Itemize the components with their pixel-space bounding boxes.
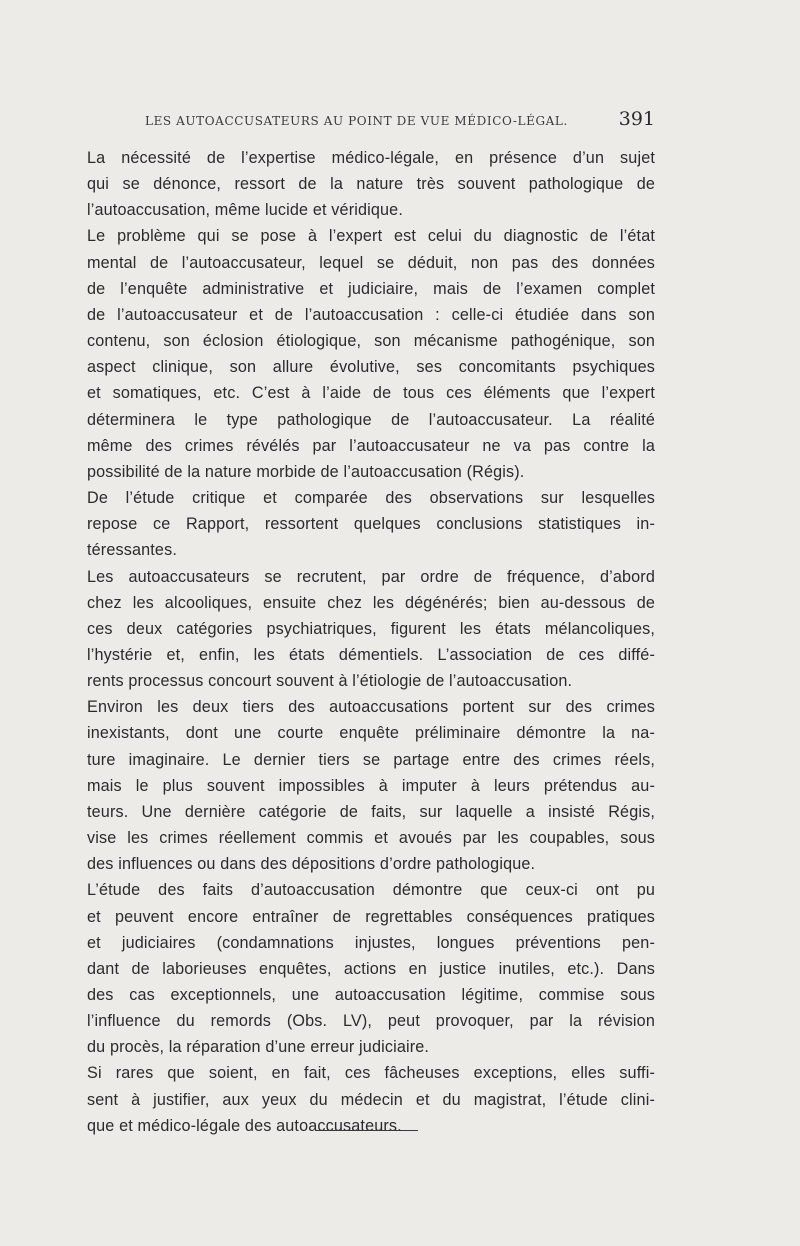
text-line: téressantes. — [87, 541, 177, 560]
paragraph-6 — [87, 877, 655, 1060]
text-line: qui se dénonce, ressort de la nature très souvent pathologique de — [87, 175, 655, 194]
running-header — [145, 106, 655, 136]
text-line: l’hystérie et, enfin, les états démentiels. L’association de ces diffé- — [87, 645, 655, 664]
text-line: et peuvent encore entraîner de regrettables conséquences pratiques — [87, 907, 655, 926]
text-line: aspect clinique, son allure évolutive, ses concomitants psychiques — [87, 358, 655, 377]
page-number: 391 — [618, 108, 655, 130]
text-line: l’influence du remords (Obs. LV), peut provoquer, par la révision — [87, 1012, 655, 1031]
text-line: Les autoaccusateurs se recrutent, par ordre de fréquence, d’abord — [87, 567, 655, 586]
running-title: LES AUTOACCUSATEURS AU POINT DE VUE MÉDICO-LÉGAL. — [145, 114, 568, 128]
paragraph-5 — [87, 694, 655, 877]
paragraph-1 — [87, 145, 655, 223]
text-line: l’autoaccusation, même lucide et véridique. — [87, 201, 403, 220]
body-text — [87, 145, 655, 1139]
text-line: que et médico-légale des autoaccusateurs. — [87, 1116, 402, 1135]
text-line: et somatiques, etc. C’est à l’aide de tous ces éléments que l’expert — [87, 384, 655, 403]
text-line: ture imaginaire. Le dernier tiers se partage entre des crimes réels, — [87, 750, 655, 769]
paragraph-4 — [87, 564, 655, 695]
text-line: Si rares que soient, en fait, ces fâcheuses exceptions, elles suffi- — [87, 1064, 655, 1083]
paragraph-7 — [87, 1060, 655, 1138]
text-line: dant de laborieuses enquêtes, actions en justice inutiles, etc.). Dans — [87, 959, 655, 978]
text-line: mental de l’autoaccusateur, lequel se déduit, non pas des données — [87, 253, 655, 272]
text-line: et judiciaires (condamnations injustes, longues préventions pen- — [87, 933, 655, 952]
paragraph-3 — [87, 485, 655, 563]
text-line: de l’enquête administrative et judiciaire, mais de l’examen complet — [87, 279, 655, 298]
text-line: La nécessité de l’expertise médico-légale, en présence d’un sujet — [87, 149, 655, 167]
text-line: ces deux catégories psychiatriques, figurent les états mélancoliques, — [87, 619, 655, 638]
text-line: de l’autoaccusateur et de l’autoaccusation : celle-ci étudiée dans son — [87, 305, 655, 324]
text-line: contenu, son éclosion étiologique, son mécanisme pathogénique, son — [87, 332, 655, 351]
text-line: des cas exceptionnels, une autoaccusation légitime, commise sous — [87, 986, 655, 1004]
paragraph-2 — [87, 223, 655, 485]
text-line: Environ les deux tiers des autoaccusations portent sur des crimes — [87, 698, 655, 717]
text-line: déterminera le type pathologique de l’autoaccusateur. La réalité — [87, 410, 655, 429]
text-line: mais le plus souvent impossibles à imputer à leurs prétendus au- — [87, 776, 655, 795]
text-line: même des crimes révélés par l’autoaccusateur ne va pas contre la — [87, 436, 655, 455]
text-line: chez les alcooliques, ensuite chez les dégénérés; bien au-dessous de — [87, 593, 655, 612]
text-line: vise les crimes réellement commis et avoués par les coupables, sous — [87, 829, 655, 848]
text-line: possibilité de la nature morbide de l’autoaccusation (Régis). — [87, 462, 525, 481]
text-line: Le problème qui se pose à l’expert est celui du diagnostic de l’état — [87, 227, 655, 246]
text-line: teurs. Une dernière catégorie de faits, sur laquelle a insisté Régis, — [87, 802, 655, 821]
text-line: L’étude des faits d’autoaccusation démontre que ceux-ci ont pu — [87, 881, 655, 900]
text-line: repose ce Rapport, ressortent quelques conclusions statistiques in- — [87, 515, 655, 534]
text-line: inexistants, dont une courte enquête préliminaire démontre la na- — [87, 724, 655, 743]
text-line: sent à justifier, aux yeux du médecin et du magistrat, l’étude clini- — [87, 1090, 655, 1109]
text-line: du procès, la réparation d’une erreur judiciaire. — [87, 1038, 430, 1057]
text-line: des influences ou dans des dépositions d’ordre pathologique. — [87, 855, 536, 874]
text-line: rents processus concourt souvent à l’étiologie de l’autoaccusation. — [87, 672, 573, 691]
end-of-chapter-rule — [316, 1130, 418, 1131]
text-line: De l’étude critique et comparée des observations sur lesquelles — [87, 489, 655, 508]
